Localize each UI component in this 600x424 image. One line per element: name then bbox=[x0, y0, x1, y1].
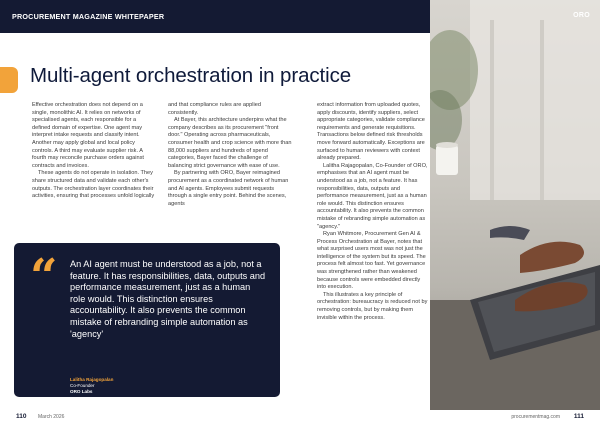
quote-mark-icon: “ bbox=[30, 249, 58, 305]
quote-author-role: Co-Founder bbox=[70, 383, 95, 388]
issue-date: March 2026 bbox=[38, 414, 65, 420]
paragraph: Ryan Whitmore, Procurement Gen AI & Process Orchestration at Bayer, notes that what surprised users most was not just the intelligence of the system but its speed. The process felt almost too fast. Yet governance was strengthened rather than weakened because controls were embedded directly into execution. bbox=[317, 231, 426, 291]
body-column-3 bbox=[317, 102, 429, 322]
quote-author-name: Lalitha Rajagopalan bbox=[70, 377, 114, 382]
quote-author-org: ORO Labs bbox=[70, 389, 93, 394]
office-photo-illustration bbox=[430, 0, 600, 410]
article-title: Multi-agent orchestration in practice bbox=[30, 64, 352, 87]
brand-logo-text: ORO bbox=[573, 12, 590, 19]
paragraph: extract information from uploaded quotes, apply discounts, identify suppliers, select appropriate categories, validate compliance requirements and generate requisitions. Transactions below defined risk thresholds move forward automatically. Exceptions are surfaced to human reviewers with context already prepared. bbox=[317, 102, 425, 162]
paragraph: This illustrates a key principle of orchestration: bureaucracy is reduced not by removing controls, but by making them invisible within the process. bbox=[317, 291, 428, 321]
paragraph: Effective orchestration does not depend on a single, monolithic AI. It relies on networks of specialised agents, each responsible for a defined domain of expertise. One agent may interpret intake requests and classify intent. Another may apply global and local policy controls. A third may evaluate supplier risk. A fourth may reconcile purchase orders against contracts and invoices. bbox=[32, 102, 144, 169]
paragraph: Lalitha Rajagopalan, Co-Founder of ORO, emphasises that an AI agent must be understood as a job, not a feature. It has responsibilities, data, outputs and performance measurement, just as a human role would. This distinction ensures accountability. It also prevents the common mistake of rebranding simple automation as "agency." bbox=[317, 162, 428, 230]
header-bar bbox=[0, 0, 430, 33]
page-number-left: 110 bbox=[16, 413, 27, 420]
body-column-1 bbox=[32, 102, 156, 201]
pull-quote-box bbox=[14, 243, 280, 397]
page-number-right: 111 bbox=[573, 413, 584, 420]
paragraph: These agents do not operate in isolation. They share structured data and validate each other's outputs. The orchestration layer coordinates their activities, ensuring that processes unfold logically bbox=[32, 170, 155, 200]
paragraph: By partnering with ORO, Bayer reimagined procurement as a coordinated network of human and AI agents. Employees submit requests through a single entry point. Behind the scenes, agents bbox=[168, 170, 289, 207]
publication-kicker: PROCUREMENT MAGAZINE WHITEPAPER bbox=[12, 12, 165, 21]
body-column-2 bbox=[168, 102, 292, 208]
page-footer bbox=[0, 410, 600, 424]
hero-photo bbox=[430, 0, 600, 410]
website-link[interactable]: procurementmag.com bbox=[511, 414, 560, 420]
pull-quote-text: An AI agent must be understood as a job, not a feature. It has responsibilities, data, outputs and performance measurement, just as a human role would. This distinction ensures accountability. It also prevents the common mistake of rebranding simple automation as 'agency' bbox=[70, 259, 266, 339]
paragraph: At Bayer, this architecture underpins what the company describes as its procurement "front door." Operating across pharmaceuticals, consumer health and crop science with more than 88,000 suppliers and hundreds of spend categories, Bayer faced the challenge of balancing strict governance with ease of use. bbox=[168, 117, 292, 169]
title-accent-tab bbox=[0, 67, 18, 93]
paragraph: and that compliance rules are applied consistently. bbox=[168, 102, 261, 116]
